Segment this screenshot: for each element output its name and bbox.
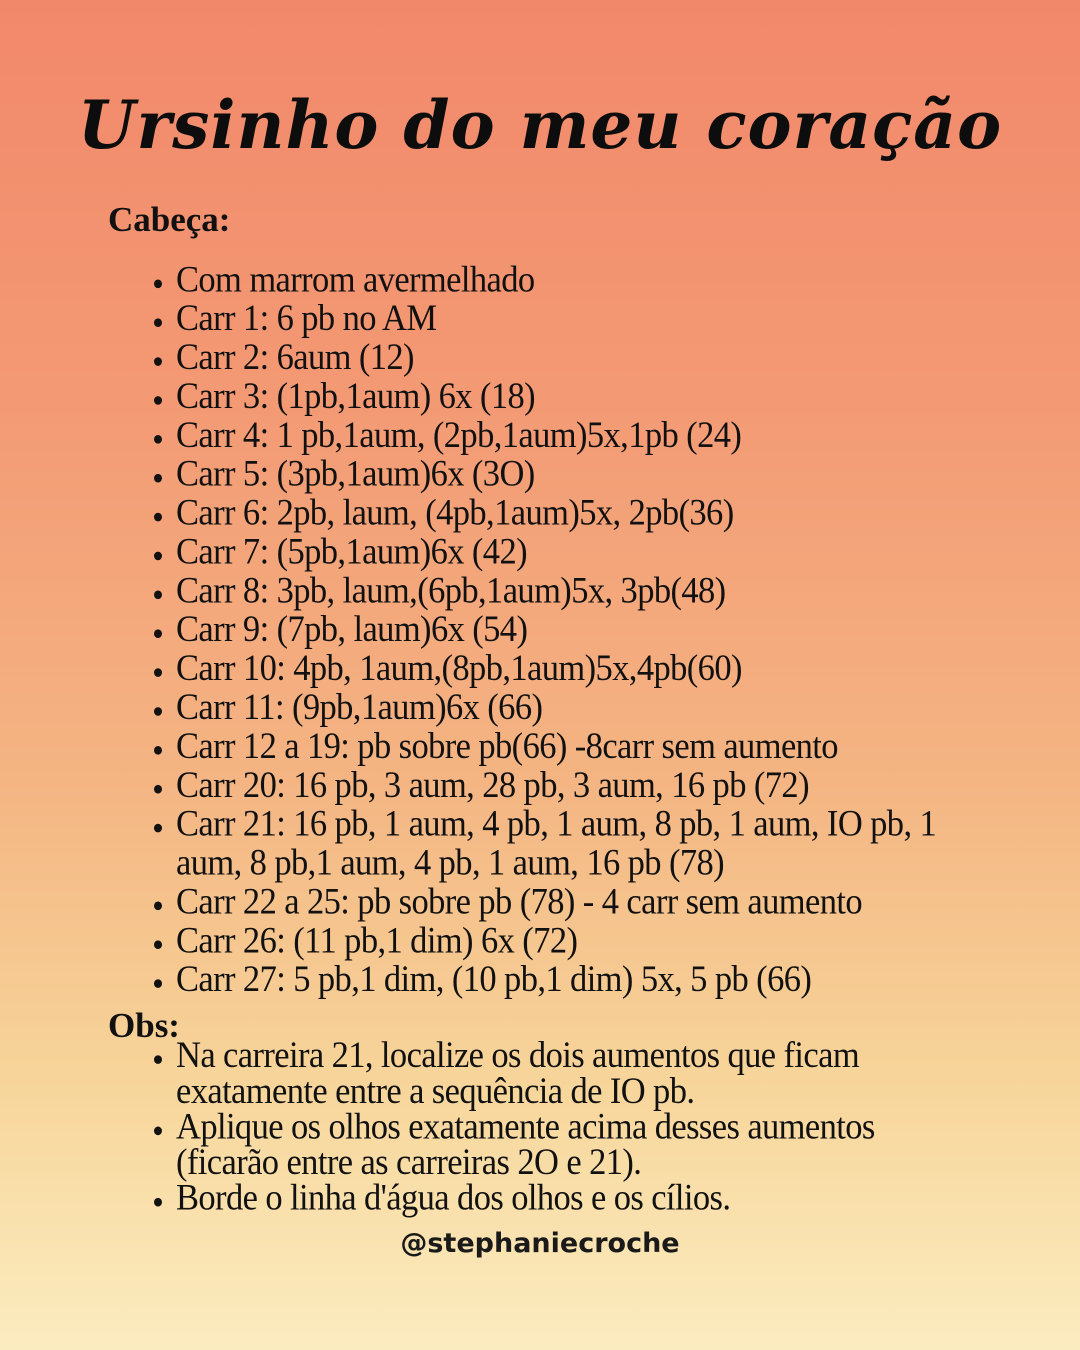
list-item: • Carr 5: (3pb,1aum)6x (3O) xyxy=(176,454,976,493)
list-item: • Carr 1: 6 pb no AM xyxy=(176,299,976,338)
list-item: • Carr 7: (5pb,1aum)6x (42) xyxy=(176,532,976,571)
list-item: • Carr 8: 3pb, laum,(6pb,1aum)5x, 3pb(48) xyxy=(176,571,976,610)
list-item: • Carr 3: (1pb,1aum) 6x (18) xyxy=(176,377,976,416)
list-item: • Carr 20: 16 pb, 3 aum, 28 pb, 3 aum, 16 pb (72) xyxy=(176,765,976,804)
obs-notes-list xyxy=(140,1034,956,1219)
list-item: • Carr 6: 2pb, laum, (4pb,1aum)5x, 2pb(36) xyxy=(176,493,976,532)
list-item: • Carr 2: 6aum (12) xyxy=(176,338,976,377)
section-heading-cabeca: Cabeça: xyxy=(108,200,231,239)
list-item: • Carr 26: (11 pb,1 dim) 6x (72) xyxy=(176,921,976,960)
list-item: • Borde o linha d'água dos olhos e os cílios. xyxy=(176,1181,956,1217)
list-item: • Na carreira 21, localize os dois aumentos que ficam exatamente entre a sequência de IO pb. xyxy=(176,1038,956,1109)
list-item: • Carr 27: 5 pb,1 dim, (10 pb,1 dim) 5x, 5 pb (66) xyxy=(176,960,976,999)
page-title: Ursinho do meu coração xyxy=(77,86,1003,164)
list-item: • Carr 9: (7pb, laum)6x (54) xyxy=(176,610,976,649)
list-item: • Com marrom avermelhado xyxy=(176,260,976,299)
list-item: • Aplique os olhos exatamente acima desses aumentos (ficarão entre as carreiras 2O e 21). xyxy=(176,1109,956,1180)
list-item: • Carr 22 a 25: pb sobre pb (78) - 4 carr sem aumento xyxy=(176,882,976,921)
list-item: • Carr 11: (9pb,1aum)6x (66) xyxy=(176,688,976,727)
author-handle: @stephaniecroche xyxy=(400,1228,680,1259)
list-item: • Carr 21: 16 pb, 1 aum, 4 pb, 1 aum, 8 pb, 1 aum, IO pb, 1 aum, 8 pb,1 aum, 4 pb, 1 aum, 16 pb (78) xyxy=(176,804,976,882)
list-item: • Carr 12 a 19: pb sobre pb(66) -8carr sem aumento xyxy=(176,727,976,766)
list-item: • Carr 10: 4pb, 1aum,(8pb,1aum)5x,4pb(60) xyxy=(176,649,976,688)
list-item: • Carr 4: 1 pb,1aum, (2pb,1aum)5x,1pb (24) xyxy=(176,416,976,455)
cabeca-instructions-list xyxy=(140,260,976,999)
section-heading-obs: Obs: xyxy=(108,1006,180,1045)
